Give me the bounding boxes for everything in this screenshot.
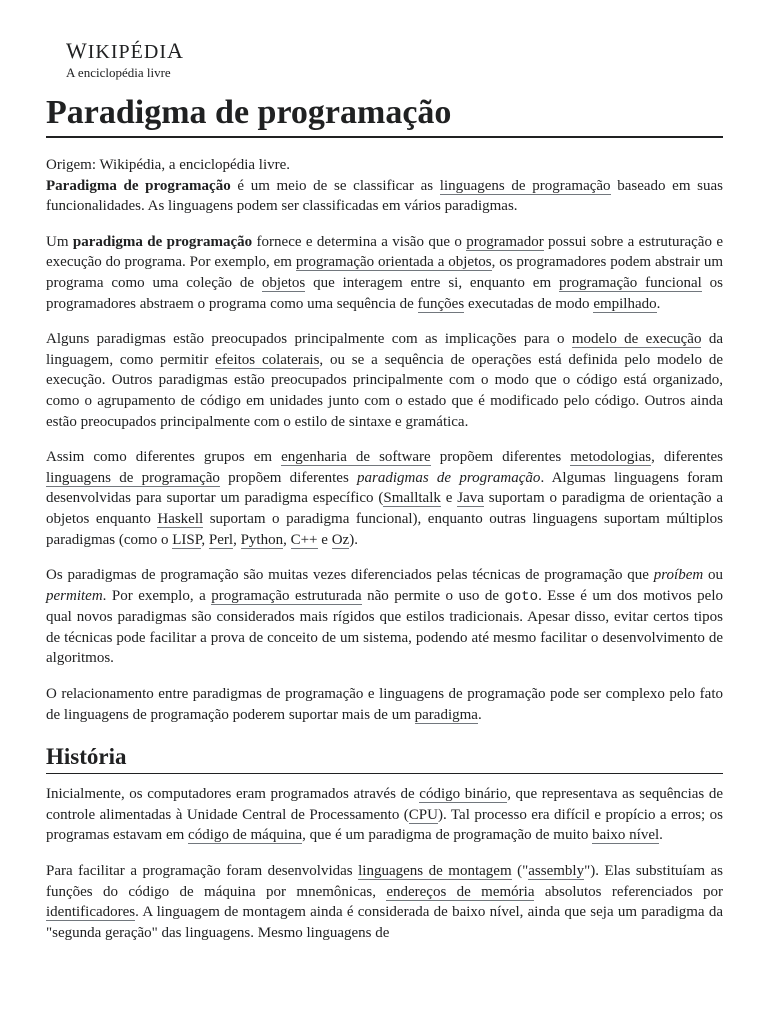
link-codigo-binario[interactable]: código binário bbox=[419, 786, 508, 803]
section-heading-historia: História bbox=[46, 743, 723, 774]
link-linguagens-de-montagem[interactable]: linguagens de montagem bbox=[358, 863, 512, 880]
link-metodologias[interactable]: metodologias bbox=[570, 449, 652, 466]
goto-keyword: goto bbox=[504, 588, 539, 605]
logo-tagline: A enciclopédia livre bbox=[66, 65, 171, 80]
link-identificadores[interactable]: identificadores bbox=[46, 904, 136, 921]
paragraph-6: O relacionamento entre paradigmas de programação e linguagens de programação pode ser complexo pelo fato de linguagens de programação poderem suportar mais de um paradigma. bbox=[46, 686, 723, 723]
link-objetos[interactable]: objetos bbox=[261, 274, 306, 291]
link-efeitos-colaterais[interactable]: efeitos colaterais bbox=[215, 351, 320, 368]
link-cpp[interactable]: C++ bbox=[290, 531, 318, 548]
link-lisp[interactable]: LISP bbox=[172, 531, 202, 548]
wikipedia-logo[interactable] bbox=[66, 40, 184, 81]
link-programacao-funcional[interactable]: programação funcional bbox=[558, 274, 702, 291]
link-perl[interactable]: Perl bbox=[208, 531, 234, 548]
page-title: Paradigma de programação bbox=[46, 92, 723, 138]
link-paradigma[interactable]: paradigma bbox=[414, 706, 478, 723]
history-paragraph-1: Inicialmente, os computadores eram programados através de código binário, que representava as sequências de controle alimentadas à Unidade Central de Processamento (CPU). Tal processo era difícil e propício a erros; os programas estavam em código de máquina, que é um paradigma de programação de muito baixo nível. bbox=[46, 786, 723, 844]
link-python[interactable]: Python bbox=[240, 531, 284, 548]
link-programador[interactable]: programador bbox=[466, 233, 544, 250]
link-empilhado[interactable]: empilhado bbox=[593, 295, 657, 312]
origin-line: Origem: Wikipédia, a enciclopédia livre. bbox=[46, 157, 291, 173]
link-programacao-estruturada[interactable]: programação estruturada bbox=[211, 587, 362, 604]
link-linguagens-de-programacao-2[interactable]: linguagens de programação bbox=[46, 469, 220, 486]
link-programacao-orientada-a-objetos[interactable]: programação orientada a objetos bbox=[295, 254, 492, 271]
paragraph-3: Alguns paradigmas estão preocupados principalmente com as implicações para o modelo de execução da linguagem, como permitir efeitos colaterais, ou se a sequência de operações está definida pelo modelo de execução. Outros paradigmas estão preocupados principalmente com o modo que o código está organizado, como o agrupamento de código em unidades junto com o estado que é modificado pelo código. Outros ainda estão preocupados principalmente com o estilo de sintaxe e gramática. bbox=[46, 331, 723, 430]
link-smalltalk[interactable]: Smalltalk bbox=[383, 490, 441, 507]
link-assembly[interactable]: assembly bbox=[528, 863, 585, 880]
paragraph-2: Um paradigma de programação fornece e determina a visão que o programador possui sobre a estruturação e execução do programa. Por exemplo, em programação orientada a objetos, os programadores podem abstrair um programa como uma coleção de objetos que interagem entre si, enquanto em programação funcional os programadores abstraem o programa como uma sequência de funções executadas de modo empilhado. bbox=[46, 233, 723, 312]
history-paragraph-2: Para facilitar a programação foram desenvolvidas linguagens de montagem ("assembly"). Elas substituíam as funções do código de máquina por mnemônicas, endereços de memória absolutos referenciados por identificadores. A linguagem de montagem ainda é considerada de baixo nível, ainda que seja um paradigma da "segunda geração" das linguagens. Mesmo linguagens de bbox=[46, 863, 723, 941]
paragraph-intro: Paradigma de programação é um meio de se classificar as linguagens de programação baseado em suas funcionalidades. As linguagens podem ser classificadas em vários paradigmas. bbox=[46, 177, 724, 215]
link-baixo-nivel[interactable]: baixo nível bbox=[592, 827, 660, 844]
paragraph-4: Assim como diferentes grupos em engenharia de software propõem diferentes metodologias, diferentes linguagens de programação propõem diferentes paradigmas de programação. Algumas linguagens foram desenvolvidas para suportar um paradigma específico (Smalltalk e Java suportam o paradigma de orientação a objetos enquanto Haskell suportam o paradigma funcional), enquanto outras linguagens suportam múltiplos paradigmas (como o LISP, Perl, Python, C++ e Oz). bbox=[46, 449, 724, 548]
paragraph-5: Os paradigmas de programação são muitas vezes diferenciados pelas técnicas de programação que proíbem ou permitem. Por exemplo, a programação estruturada não permite o uso de goto. Esse é um dos motivos pelo qual novos paradigmas são considerados mais rígidos que estilos tradicionais. Apesar disso, evitar certos tipos de técnicas pode facilitar a prova de conceito de um sistema, podendo até mesmo facilitar o desenvolvimento de algoritmos. bbox=[46, 567, 724, 667]
article-body bbox=[46, 155, 723, 943]
link-codigo-de-maquina[interactable]: código de máquina bbox=[188, 827, 303, 844]
link-modelo-de-execucao[interactable]: modelo de execução bbox=[571, 331, 702, 348]
link-oz[interactable]: Oz bbox=[331, 531, 350, 548]
logo-wordmark: WIKIPÉDIA bbox=[66, 38, 184, 63]
link-haskell[interactable]: Haskell bbox=[157, 510, 204, 527]
link-enderecos-de-memoria[interactable]: endereços de memória bbox=[386, 883, 535, 900]
link-engenharia-de-software[interactable]: engenharia de software bbox=[281, 449, 431, 466]
link-java[interactable]: Java bbox=[457, 490, 484, 507]
link-linguagens-de-programacao[interactable]: linguagens de programação bbox=[439, 177, 611, 194]
link-funcoes[interactable]: funções bbox=[417, 295, 465, 312]
link-cpu[interactable]: CPU bbox=[408, 806, 438, 823]
